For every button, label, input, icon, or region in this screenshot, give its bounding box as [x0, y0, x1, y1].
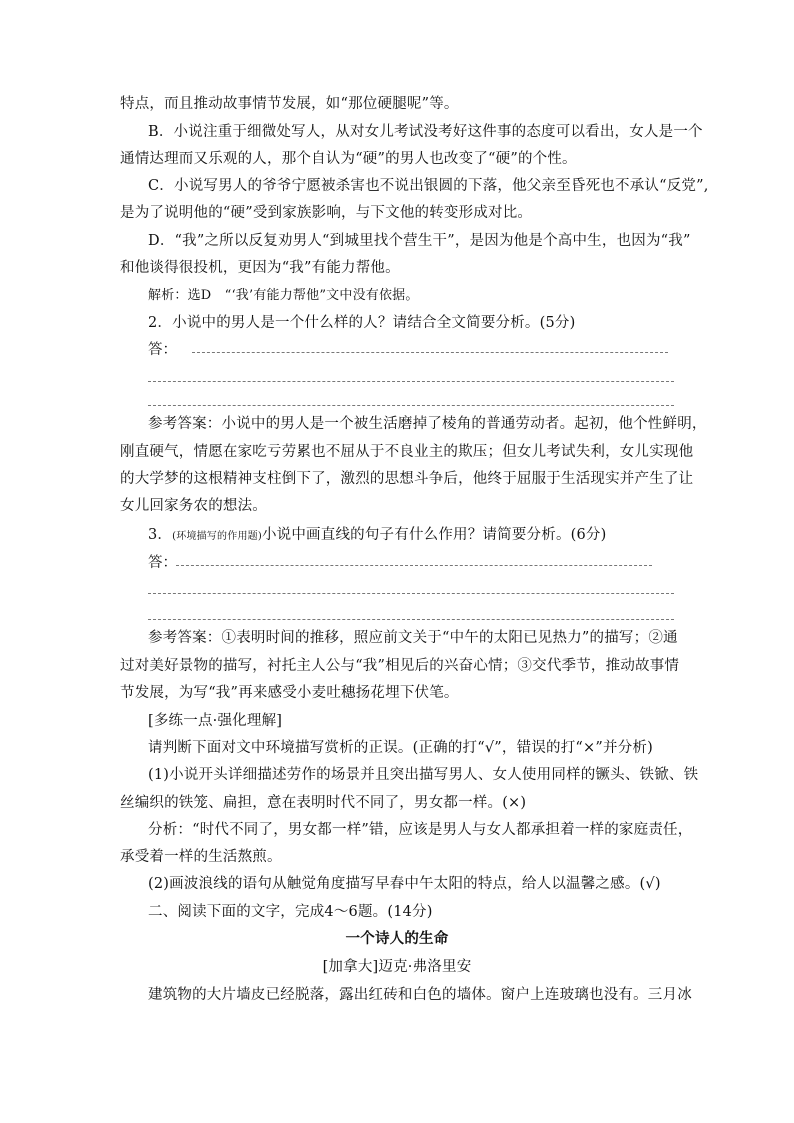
text-line: 是为了说明他的“硬”受到家族影响，与下文他的转变形成对比。: [120, 205, 533, 221]
answer-dash: [192, 352, 668, 353]
practice-item-1: (1)小说开头详细描述劳作的场景并且突出描写男人、女人使用同样的镢头、铁锨、铁: [148, 767, 699, 783]
practice-header: [多练一点·强化理解]: [148, 713, 283, 729]
question-text: 小说中画直线的句子有什么作用？请简要分析。(6分): [261, 527, 607, 543]
answer-line[interactable]: [148, 593, 674, 594]
text-line: 刚直硬气，情愿在家吃亏劳累也不屈从于不良业主的欺压；但女儿考试失利，女儿实现他: [120, 444, 694, 460]
option-b: B．小说注重于细微处写人，从对女儿考试没考好这件事的态度可以看出，女人是一个: [148, 124, 703, 140]
text-line: 丝编织的铁笼、扁担，意在表明时代不同了，男女都一样。(×): [120, 795, 527, 811]
answer-line[interactable]: [148, 381, 674, 382]
article-author: [加拿大]迈克·弗洛里安: [322, 959, 472, 975]
text-line: 特点，而且推动故事情节发展，如“那位硬腿呢”等。: [120, 96, 459, 112]
practice-analysis: 分析：“时代不同了，男女都一样”错，应该是男人与女人都承担着一样的家庭责任，: [148, 822, 693, 838]
reference-answer: 参考答案：小说中的男人是一个被生活磨掉了棱角的普通劳动者。起初，他个性鲜明，: [148, 416, 707, 432]
text-line: 通情达理而又乐观的人，那个自认为“硬”的男人也改变了“硬”的个性。: [120, 151, 577, 167]
practice-instruction: 请判断下面对文中环境描写赏析的正误。(正确的打“√”，错误的打“×”并分析): [148, 740, 653, 756]
text-line: 女儿回家务农的想法。: [120, 498, 267, 514]
article-text: 建筑物的大片墙皮已经脱落，露出红砖和白色的墙体。窗户上连玻璃也没有。三月冰: [148, 987, 692, 1003]
question-tag: (环境描写的作用题): [172, 531, 262, 542]
option-d: D．“我”之所以反复劝男人“到城里找个营生干”，是因为他是个高中生，也因为“我”: [148, 233, 691, 249]
text-line: 的大学梦的这根精神支柱倒下了，激烈的思想斗争后，他终于屈服于生活现实并产生了让: [120, 471, 694, 487]
text-line: 节发展，为写“我”再来感受小麦吐穗扬花埋下伏笔。: [120, 685, 459, 701]
answer-line[interactable]: [148, 553, 674, 573]
answer-dash: [176, 565, 652, 566]
answer-label: 答：: [148, 555, 177, 571]
question-2: 2．小说中的男人是一个什么样的人？请结合全文简要分析。(5分): [148, 315, 576, 331]
question-3: [148, 525, 607, 547]
answer-line[interactable]: [148, 340, 674, 360]
reference-answer: 参考答案：①表明时间的推移，照应前文关于“中午的太阳已见热力”的描写；②通: [148, 630, 678, 646]
analysis-text: 解析：选D “‘我’有能力帮他”文中没有依据。: [148, 288, 419, 303]
text-line: 承受着一样的生活熬煎。: [120, 849, 282, 865]
answer-label: 答：: [148, 342, 177, 358]
answer-line[interactable]: [148, 405, 674, 406]
text-line: 和他谈得很投机，更因为“我”有能力帮他。: [120, 260, 400, 276]
practice-item-2: (2)画波浪线的语句从触觉角度描写早春中午太阳的特点，给人以温馨之感。(√): [148, 876, 661, 892]
section-heading: 二、阅读下面的文字，完成4～6题。(14分): [148, 904, 433, 920]
article-title: 一个诗人的生命: [345, 930, 449, 947]
option-c: C．小说写男人的爷爷宁愿被杀害也不说出银圆的下落，他父亲至昏死也不承认“反党”,: [148, 178, 709, 194]
text-line: 过对美好景物的描写，衬托主人公与“我”相见后的兴奋心情；③交代季节，推动故事情: [120, 658, 680, 674]
answer-line[interactable]: [148, 619, 674, 620]
question-number: 3．: [148, 527, 173, 543]
